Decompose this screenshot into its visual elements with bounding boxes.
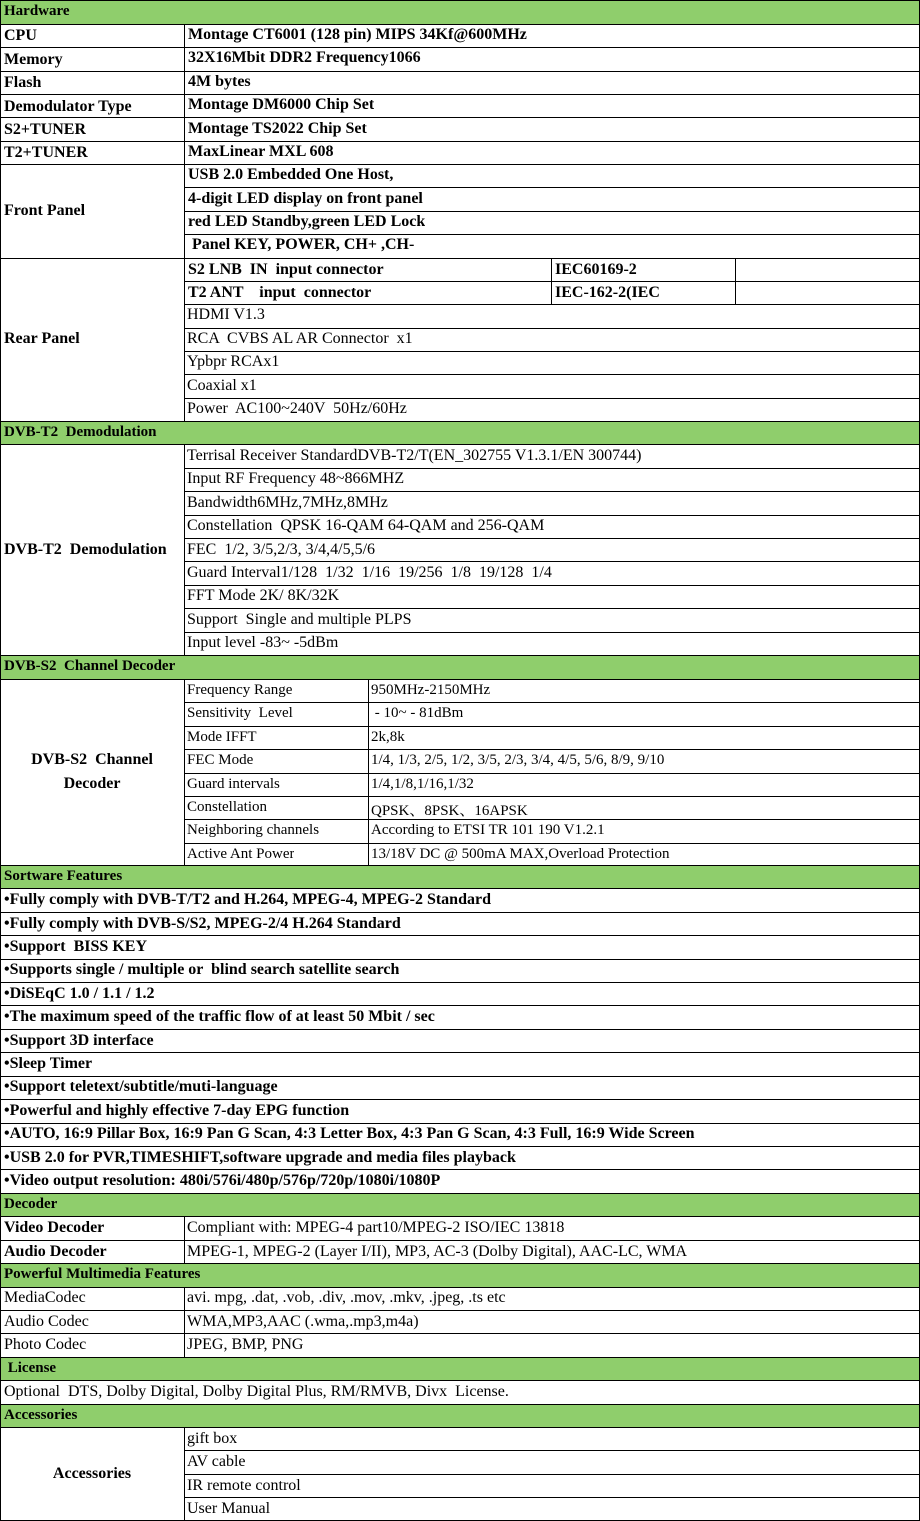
grid-line [0, 959, 920, 960]
rear-panel-line: Coaxial x1 [187, 377, 257, 394]
front-panel-label: Front Panel [4, 202, 86, 219]
dvbs2-param-name: Frequency Range [187, 682, 293, 698]
section-header-hardware [0, 0, 920, 24]
grid-line [0, 117, 920, 118]
s2-lnb-standard: IEC60169-2 [555, 261, 637, 278]
grid-line [0, 444, 920, 445]
flash-label: Flash [4, 74, 42, 91]
grid-line [184, 1497, 920, 1498]
photo-codec-label: Photo Codec [4, 1336, 87, 1353]
grid-line [184, 328, 920, 329]
grid-line [0, 1404, 920, 1405]
grid-line [0, 1380, 920, 1381]
grid-line [184, 585, 920, 586]
dvbs2-param-value: According to ETSI TR 101 190 V1.2.1 [371, 822, 605, 838]
grid-line [184, 632, 920, 633]
grid-line [184, 1287, 185, 1357]
grid-line [0, 1427, 920, 1428]
software-feature-item: •Support teletext/subtitle/muti-language [4, 1078, 278, 1095]
audio-decoder-value: MPEG-1, MPEG-2 (Layer I/II), MP3, AC-3 (Dolby Digital), AAC-LC, WMA [187, 1243, 688, 1260]
grid-line [184, 281, 920, 282]
grid-line [0, 1099, 920, 1100]
grid-line [0, 1123, 920, 1124]
grid-line [0, 421, 920, 422]
grid-line [184, 24, 185, 421]
dvbt2-line: Input level -83~ -5dBm [187, 634, 339, 651]
s2-tuner-value: Montage TS2022 Chip Set [188, 120, 367, 137]
grid-line [0, 1005, 920, 1006]
grid-line [184, 304, 920, 305]
software-feature-item: •Sleep Timer [4, 1055, 93, 1072]
video-decoder-label: Video Decoder [4, 1219, 105, 1236]
grid-line [0, 0, 920, 1]
dvbs2-param-value: 13/18V DC @ 500mA MAX,Overload Protection [371, 846, 670, 862]
multimedia-title: Powerful Multimedia Features [4, 1266, 201, 1282]
license-value: Optional DTS, Dolby Digital, Dolby Digital Plus, RM/RMVB, Divx License. [4, 1383, 509, 1400]
grid-line [0, 1146, 920, 1147]
grid-line [184, 561, 920, 562]
front-panel-line: Panel KEY, POWER, CH+ ,CH- [188, 236, 415, 253]
software-feature-item: •Supports single / multiple or blind search satellite search [4, 961, 400, 978]
section-header-software [0, 865, 920, 888]
dvbs2-param-name: Constellation [187, 799, 267, 815]
grid-line [184, 515, 920, 516]
dvbs2-param-value: 950MHz-2150MHz [371, 682, 491, 698]
section-header-decoder [0, 1193, 920, 1216]
rear-panel-line: HDMI V1.3 [187, 306, 265, 323]
accessory-item: AV cable [187, 1453, 246, 1470]
grid-line [184, 819, 920, 820]
grid-line [184, 773, 920, 774]
grid-line [0, 1310, 920, 1311]
grid-line [184, 374, 920, 375]
video-decoder-value: Compliant with: MPEG-4 part10/MPEG-2 ISO/IEC 13818 [187, 1219, 565, 1236]
software-feature-item: •Fully comply with DVB-T/T2 and H.264, MPEG-4, MPEG-2 Standard [4, 891, 491, 908]
grid-line [0, 935, 920, 936]
accessories-title: Accessories [4, 1407, 78, 1423]
front-panel-line: red LED Standby,green LED Lock [188, 213, 426, 230]
grid-line [0, 1052, 920, 1053]
grid-line [0, 1193, 920, 1194]
grid-line [184, 398, 920, 399]
grid-line [551, 258, 552, 304]
grid-line [0, 71, 920, 72]
dvbt2-label: DVB-T2 Demodulation [4, 541, 167, 558]
t2-tuner-label: T2+TUNER [4, 144, 88, 161]
grid-line [0, 1029, 920, 1030]
software-feature-item: •AUTO, 16:9 Pillar Box, 16:9 Pan G Scan, 4:3 Letter Box, 4:3 Pan G Scan, 4:3 Full, 16:9 Wide Screen [4, 1125, 695, 1142]
grid-line [0, 888, 920, 889]
grid-line [0, 47, 920, 48]
front-panel-line: USB 2.0 Embedded One Host, [188, 166, 394, 183]
media-codec-value: avi. mpg, .dat, .vob, .div, .mov, .mkv, .jpeg, .ts etc [187, 1289, 506, 1306]
audio-decoder-label: Audio Decoder [4, 1243, 107, 1260]
audio-codec-label: Audio Codec [4, 1313, 89, 1330]
hardware-title: Hardware [4, 3, 70, 19]
accessories-label: Accessories [52, 1465, 132, 1482]
license-title: License [4, 1360, 57, 1376]
grid-line [0, 1263, 920, 1264]
cpu-label: CPU [4, 27, 37, 44]
grid-line [0, 865, 920, 866]
cpu-value: Montage CT6001 (128 pin) MIPS 34Kf@600MHz [188, 26, 527, 43]
grid-line [184, 796, 920, 797]
software-feature-item: •Support 3D interface [4, 1032, 154, 1049]
t2-ant-connector: T2 ANT input connector [188, 284, 372, 301]
dvbs2-label: DVB-S2 Channel [31, 751, 153, 768]
grid-line [184, 538, 920, 539]
memory-value: 32X16Mbit DDR2 Frequency1066 [188, 49, 421, 66]
demodulator-label: Demodulator Type [4, 98, 132, 115]
dvbt2-line: Bandwidth6MHz,7MHz,8MHz [187, 494, 388, 511]
dvbt2-line: FEC 1/2, 3/5,2/3, 3/4,4/5,5/6 [187, 541, 376, 558]
dvbt2-line: Input RF Frequency 48~866MHZ [187, 470, 405, 487]
grid-line [184, 234, 920, 235]
accessory-item: gift box [187, 1430, 238, 1447]
t2-tuner-value: MaxLinear MXL 608 [188, 143, 334, 160]
grid-line [0, 912, 920, 913]
grid-line [184, 843, 920, 844]
dvbt2-line: Terrisal Receiver StandardDVB-T2/T(EN_302755 V1.3.1/EN 300744) [187, 447, 642, 464]
section-header-license [0, 1357, 920, 1380]
dvbs2-param-name: Sensitivity Level [187, 705, 293, 721]
dvbs2-param-name: Guard intervals [187, 776, 280, 792]
software-feature-item: •Video output resolution: 480i/576i/480p/576p/720p/1080i/1080P [4, 1172, 441, 1189]
grid-line [0, 258, 920, 259]
decoder-title: Decoder [4, 1196, 58, 1212]
grid-line [0, 1287, 920, 1288]
grid-line [184, 444, 185, 655]
software-feature-item: •Powerful and highly effective 7-day EPG function [4, 1102, 350, 1119]
dvbt2-line: FFT Mode 2K/ 8K/32K [187, 587, 340, 604]
dvbs2-param-value: - 10~ - 81dBm [371, 705, 464, 721]
grid-line [184, 608, 920, 609]
dvbs2-param-value: QPSK、8PSK、16APSK [371, 803, 528, 819]
accessory-item: IR remote control [187, 1477, 301, 1494]
dvbs2-param-name: Mode IFFT [187, 729, 257, 745]
rear-panel-label: Rear Panel [4, 330, 80, 347]
grid-line [184, 702, 920, 703]
s2-lnb-connector: S2 LNB IN input connector [188, 261, 384, 278]
grid-line [184, 1427, 185, 1521]
grid-line [0, 1076, 920, 1077]
grid-line [0, 141, 920, 142]
grid-line [0, 24, 920, 25]
grid-line [184, 1450, 920, 1451]
grid-line [0, 94, 920, 95]
rear-panel-line: RCA CVBS AL AR Connector x1 [187, 330, 413, 347]
grid-line [184, 1216, 185, 1263]
grid-line [184, 749, 920, 750]
t2-ant-standard: IEC-162-2(IEC [555, 284, 660, 301]
software-feature-item: •USB 2.0 for PVR,TIMESHIFT,software upgrade and media files playback [4, 1149, 516, 1166]
software-feature-item: •DiSEqC 1.0 / 1.1 / 1.2 [4, 985, 155, 1002]
dvbt2-line: Guard Interval1/128 1/32 1/16 19/256 1/8 19/128 1/4 [187, 564, 552, 581]
grid-line [0, 1357, 920, 1358]
dvbs2-param-value: 1/4, 1/3, 2/5, 1/2, 3/5, 2/3, 3/4, 4/5, 5/6, 8/9, 9/10 [371, 752, 665, 768]
front-panel-line: 4-digit LED display on front panel [188, 190, 423, 207]
dvbs2-param-value: 2k,8k [371, 729, 405, 745]
software-feature-item: •The maximum speed of the traffic flow of at least 50 Mbit / sec [4, 1008, 435, 1025]
accessory-item: User Manual [187, 1500, 271, 1517]
grid-line [735, 258, 736, 304]
grid-line [0, 1333, 920, 1334]
grid-line [184, 187, 920, 188]
dvbs2-label: Decoder [63, 775, 121, 792]
rear-panel-line: Power AC100~240V 50Hz/60Hz [187, 400, 407, 417]
dvbt2-line: Constellation QPSK 16-QAM 64-QAM and 256-QAM [187, 517, 545, 534]
photo-codec-value: JPEG, BMP, PNG [187, 1336, 304, 1353]
grid-line [184, 726, 920, 727]
grid-line [368, 679, 369, 865]
dvbs2-title: DVB-S2 Channel Decoder [4, 658, 176, 674]
dvbs2-param-name: FEC Mode [187, 752, 254, 768]
grid-line [184, 211, 920, 212]
grid-line [0, 0, 1, 1521]
software-title: Sortware Features [4, 868, 123, 884]
grid-line [184, 679, 185, 865]
grid-line [184, 468, 920, 469]
demodulator-value: Montage DM6000 Chip Set [188, 96, 375, 113]
audio-codec-value: WMA,MP3,AAC (.wma,.mp3,m4a) [187, 1313, 419, 1330]
dvbs2-param-name: Neighboring channels [187, 822, 320, 838]
grid-line [0, 982, 920, 983]
grid-line [0, 1240, 920, 1241]
section-header-accessories [0, 1404, 920, 1427]
rear-panel-line: Ypbpr RCAx1 [187, 353, 280, 370]
grid-line [0, 164, 920, 165]
memory-label: Memory [4, 51, 63, 68]
dvbs2-param-name: Active Ant Power [187, 846, 295, 862]
software-feature-item: •Fully comply with DVB-S/S2, MPEG-2/4 H.264 Standard [4, 915, 401, 932]
media-codec-label: MediaCodec [4, 1289, 86, 1306]
grid-line [0, 679, 920, 680]
grid-line [0, 655, 920, 656]
dvbt2-title: DVB-T2 Demodulation [4, 424, 157, 440]
grid-line [184, 1474, 920, 1475]
grid-line [0, 1216, 920, 1217]
grid-line [0, 1169, 920, 1170]
software-feature-item: •Support BISS KEY [4, 938, 147, 955]
grid-line [184, 351, 920, 352]
s2-tuner-label: S2+TUNER [4, 121, 87, 138]
dvbs2-param-value: 1/4,1/8,1/16,1/32 [371, 776, 474, 792]
dvbt2-line: Support Single and multiple PLPS [187, 611, 412, 628]
grid-line [184, 491, 920, 492]
flash-value: 4M bytes [188, 73, 251, 90]
